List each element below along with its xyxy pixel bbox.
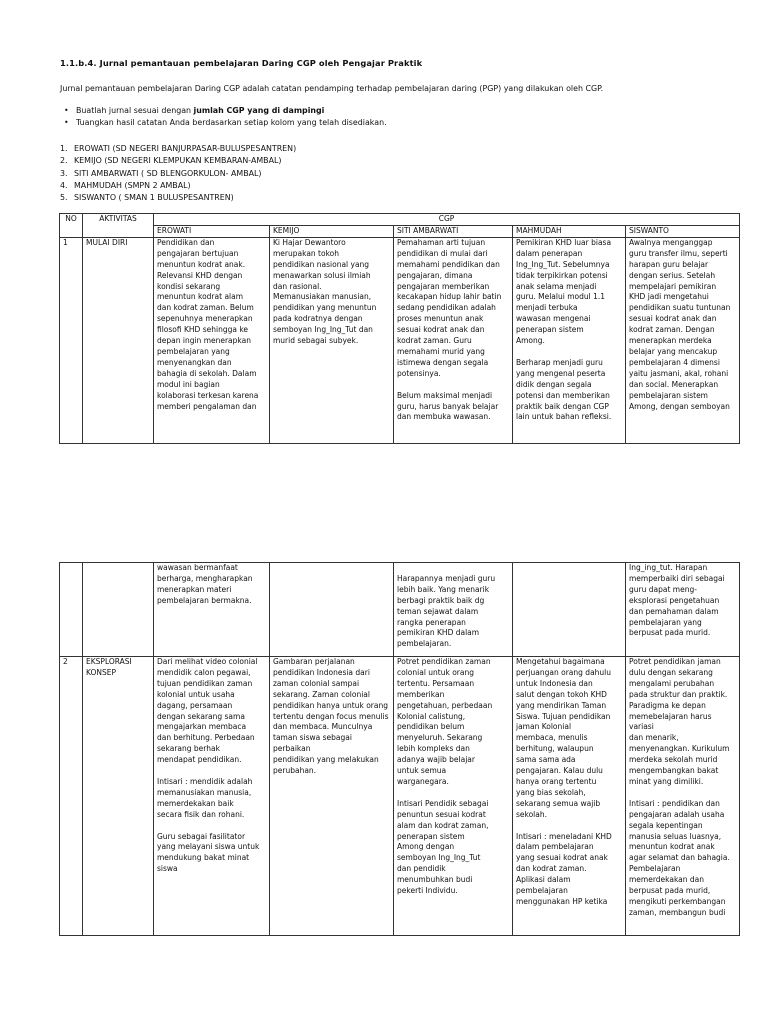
header-aktivitas: AKTIVITAS xyxy=(83,214,154,238)
cgp-name: MAHMUDAH (SMPN 2 AMBAL) xyxy=(74,180,191,190)
row-aktivitas xyxy=(83,563,154,657)
row-no xyxy=(60,563,83,657)
cell-mahmudah: Pemikiran KHD luar biasa dalam penerapan Ing_Ing_Tut. Sebelumnya tidak terpikirkan potensi anak selama menjadi guru. Melalui modul 1.1 menjadi terbuka wawasan mengenai penerapan sistem Among. Berharap menjadi guru yang mengenal peserta didik dengan segala potensi dan memberikan praktik baik dengan CGP lain untuk bahan refleksi. xyxy=(513,237,626,443)
intro-paragraph: Jurnal pemantauan pembelajaran Daring CGP adalah catatan pendamping terhadap pembelajaran daring (PGP) yang dilakukan oleh CGP. xyxy=(60,84,604,93)
cell-erowati: wawasan bermanfaat berharga, mengharapkan menerapkan materi pembelajaran bermakna. xyxy=(154,563,270,657)
header-siti-ambarwati: SITI AMBARWATI xyxy=(394,226,513,238)
cgp-list-item xyxy=(60,192,296,204)
table-row xyxy=(60,237,740,443)
row-no: 2 xyxy=(60,657,83,936)
cell-erowati: Pendidikan dan pengajaran bertujuan menuntun kodrat anak. Relevansi KHD dengan kondisi sekarang menuntun kodrat alam dan kodrat zaman. Belum sepenuhnya menerapkan filosofi KHD sehingga ke depan ingin menerapkan pembelajaran yang menyenangkan dan bahagia di sekolah. Dalam modul ini bagian kolaborasi terkesan karena memberi pengalaman dan xyxy=(154,237,270,443)
table-row xyxy=(60,563,740,657)
header-erowati: EROWATI xyxy=(154,226,270,238)
page-break xyxy=(0,453,768,553)
cell-kemijo xyxy=(270,563,394,657)
instruction-item xyxy=(60,105,387,117)
instruction-item: • Tuangkan hasil catatan Anda berdasarkan setiap kolom yang telah disediakan. xyxy=(60,117,387,129)
cell-kemijo: Ki Hajar Dewantoro merupakan tokoh pendidikan nasional yang menawarkan solusi ilmiah dan rasional. Memanusiakan manusian, pendidikan yang menuntun pada kodratnya dengan semboyan Ing_Ing_Tut dan murid sebagai subyek. xyxy=(270,237,394,443)
table-row xyxy=(60,657,740,936)
table-header-row xyxy=(60,214,740,226)
row-aktivitas: MULAI DIRI xyxy=(83,237,154,443)
cgp-name: KEMIJO (SD NEGERI KLEMPUKAN KEMBARAN-AMBAL) xyxy=(74,156,282,166)
cell-siti-ambarwati: Pemahaman arti tujuan pendidikan di mulai dari memahami pendidikan dan pengajaran, dimana pengajaran memberikan kecakapan hidup lahir batin sedang pendidikan adalah proses menuntun anak sesuai kodrat anak dan kodrat zaman. Guru memahami murid yang istimewa dengan segala potensinya. Belum maksimal menjadi guru, harus banyak belajar dan membuka wawasan. xyxy=(394,237,513,443)
cgp-name: SITI AMBARWATI ( SD BLENGORKULON- AMBAL) xyxy=(74,168,262,178)
cgp-list-item xyxy=(60,180,296,192)
list-number: 3. xyxy=(60,168,68,178)
cgp-list-item xyxy=(60,155,296,167)
cell-kemijo: Gambaran perjalanan pendidikan Indonesia dari zaman colonial sampai sekarang. Zaman colonial pendidikan hanya untuk orang tertentu dengan focus menulis dan membaca. Munculnya taman siswa sebagai perbaikan pendidikan yang melakukan perubahan. xyxy=(270,657,394,936)
cell-mahmudah xyxy=(513,563,626,657)
header-kemijo: KEMIJO xyxy=(270,226,394,238)
row-no: 1 xyxy=(60,237,83,443)
cell-siti-ambarwati: Harapannya menjadi guru lebih baik. Yang menarik berbagi praktik baik dg teman sejawat dalam rangka penerapan pemikiran KHD dalam pembelajaran. xyxy=(394,563,513,657)
header-siswanto: SISWANTO xyxy=(626,226,740,238)
header-mahmudah: MAHMUDAH xyxy=(513,226,626,238)
cgp-name: SISWANTO ( SMAN 1 BULUSPESANTREN) xyxy=(74,193,234,203)
cell-siswanto: Ing_ing_tut. Harapan memperbaiki diri sebagai guru dapat meng- eksplorasi pengetahuan dan pemahaman dalam pembelajaran yang berpusat pada murid. xyxy=(626,563,740,657)
header-no: NO xyxy=(60,214,83,238)
document-title: 1.1.b.4. Jurnal pemantauan pembelajaran Daring CGP oleh Pengajar Praktik xyxy=(60,58,423,68)
table-subheader-row xyxy=(60,226,740,238)
row-aktivitas: EKSPLORASI KONSEP xyxy=(83,657,154,936)
instruction-list xyxy=(60,105,387,129)
cgp-list xyxy=(60,143,296,204)
list-number: 2. xyxy=(60,156,68,166)
cgp-list-item xyxy=(60,143,296,155)
journal-table-page1 xyxy=(59,213,740,444)
list-number: 1. xyxy=(60,144,68,153)
cell-siswanto: Potret pendidikan jaman dulu dengan sekarang mengalami perubahan pada struktur dan praktik. Paradigma ke depan memebelajaran harus variasi dan menarik, menyenangkan. Kurikulum merdeka sekolah murid mengembangkan bakat minat yang dimiliki. Intisari : pendidikan dan pengajaran adalah usaha segala kepentingan manusia seluas luasnya, menuntun kodrat anak agar selamat dan bahagia. Pembelajaran memerdekakan dan berpusat pada murid, mengikuti perkembangan zaman, membangun budi xyxy=(626,657,740,936)
cgp-name: EROWATI (SD NEGERI BANJURPASAR-BULUSPESANTREN) xyxy=(74,144,297,153)
journal-table-page2 xyxy=(59,562,740,936)
instruction-emphasis: jumlah CGP yang di dampingi xyxy=(193,106,325,115)
header-cgp: CGP xyxy=(154,214,740,226)
cell-mahmudah: Mengetahui bagaimana perjuangan orang dahulu untuk Indonesia dan salut dengan tokoh KHD yang mendirikan Taman Siswa. Tujuan pendidikan jaman Kolonial membaca, menulis berhitung, walaupun sama sama ada pengajaran. Kalau dulu hanya orang tertentu yang bias sekolah, sekarang semua wajib sekolah. Intisari : meneladani KHD dalam pembelajaran yang sesuai kodrat anak dan kodrat zaman. Aplikasi dalam pembelajaran menggunakan HP ketika xyxy=(513,657,626,936)
cell-siti-ambarwati: Potret pendidikan zaman colonial untuk orang tertentu. Persamaan memberikan pengetahuan, perbedaan Kolonial calistung, pendidikan belum menyeluruh. Sekarang lebih kompleks dan adanya wajib belajar untuk semua warganegara. Intisari Pendidik sebagai penuntun sesuai kodrat alam dan kodrat zaman, penerapan sistem Among dengan semboyan Ing_Ing_Tut dan pendidik menumbuhkan budi pekerti Individu. xyxy=(394,657,513,936)
cell-siswanto: Awalnya menganggap guru transfer ilmu, seperti harapan guru belajar dengan serius. Setelah mempelajari pemikiran KHD jadi mengetahui pendidikan suatu tuntunan sesuai kodrat anak dan kodrat zaman. Dengan menerapkan merdeka belajar yang mencakup pembelajaran 4 dimensi yaitu jasmani, akal, rohani dan social. Menerapkan pembelajaran sistem Among, dengan semboyan xyxy=(626,237,740,443)
cgp-list-item xyxy=(60,168,296,180)
instruction-text: Buatlah jurnal sesuai dengan xyxy=(76,106,194,115)
list-number: 4. xyxy=(60,180,68,190)
list-number: 5. xyxy=(60,193,68,203)
cell-erowati: Dari melihat video colonial mendidik calon pegawai, tujuan pendidikan zaman kolonial untuk usaha dagang, persamaan dengan sekarang sama mengajarkan membaca dan berhitung. Perbedaan sekarang berhak mendapat pendidikan. Intisari : mendidik adalah memanusiakan manusia, memerdekakan baik secara fisik dan rohani. Guru sebagai fasilitator yang melayani siswa untuk mendukung bakat minat siswa xyxy=(154,657,270,936)
